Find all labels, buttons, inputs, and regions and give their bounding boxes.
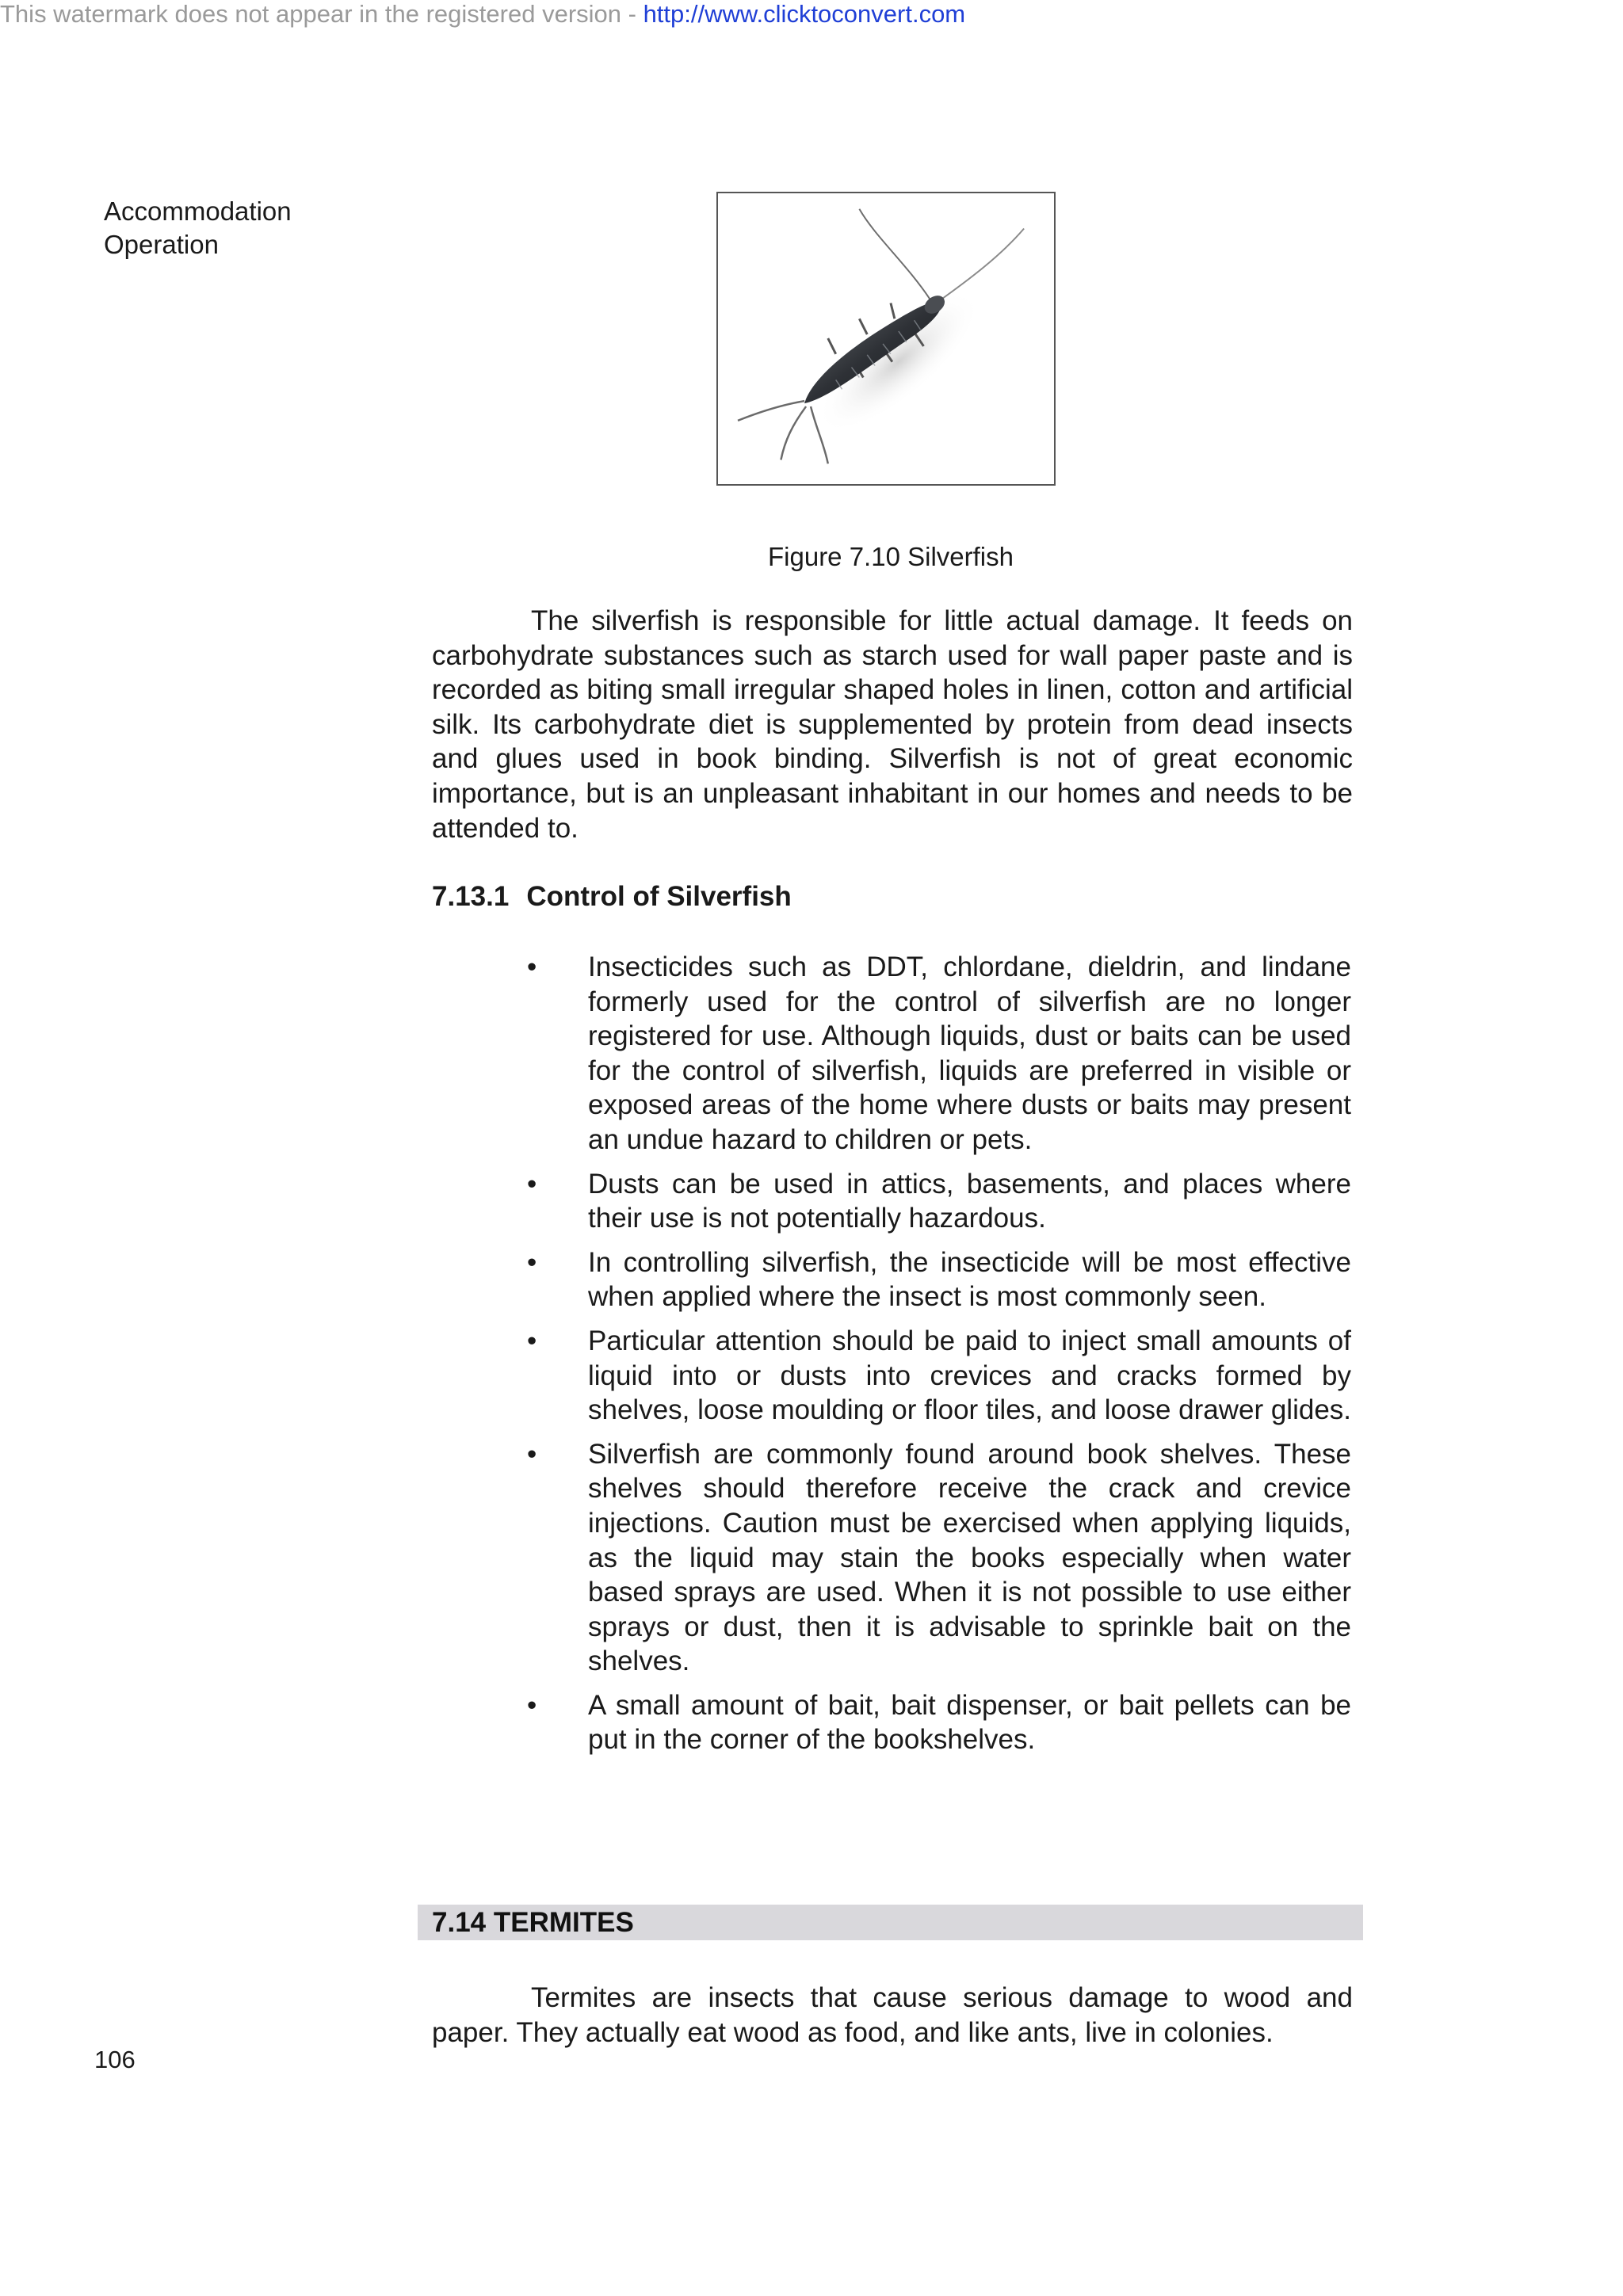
running-header <box>104 195 292 261</box>
subsection-number: 7.13.1 <box>432 881 510 912</box>
watermark-notice <box>0 0 965 29</box>
bullet-marker: • <box>527 1168 537 1199</box>
list-item <box>527 1245 1351 1314</box>
list-item <box>527 1167 1351 1236</box>
bullet-marker: • <box>527 952 537 982</box>
figure-caption: Figure 7.10 Silverfish <box>768 542 1014 571</box>
list-item <box>527 1688 1351 1757</box>
termites-paragraph: Termites are insects that cause serious damage to wood and paper. They actually eat wood as food, and like ants, live in colonies. <box>432 1982 1353 2048</box>
list-item-text: A small amount of bait, bait dispenser, or bait pellets can be put in the corner of the bookshelves. <box>588 1689 1351 1756</box>
control-bullet-list <box>527 950 1351 1767</box>
watermark-link[interactable]: http://www.clicktoconvert.com <box>643 0 966 28</box>
list-item-text: Dusts can be used in attics, basements, and places where their use is not potentially hazardous. <box>588 1168 1351 1234</box>
bullet-marker: • <box>527 1438 537 1470</box>
list-item-text: In controlling silverfish, the insecticide will be most effective when applied where the insect is most commonly seen. <box>588 1246 1351 1313</box>
list-item <box>527 1324 1351 1428</box>
silverfish-figure <box>716 192 1056 486</box>
list-item <box>527 1437 1351 1679</box>
section-title: 7.14 TERMITES <box>432 1907 634 1938</box>
silverfish-illustration <box>718 193 1054 484</box>
page-number: 106 <box>94 2046 136 2073</box>
watermark-text: This watermark does not appear in the registered version - <box>0 0 643 28</box>
bullet-marker: • <box>527 1325 537 1356</box>
subsection-title: Control of Silverfish <box>526 881 792 912</box>
section-heading-bar <box>418 1905 1363 1940</box>
list-item <box>527 950 1351 1158</box>
subsection-heading <box>432 879 792 914</box>
bullet-marker: • <box>527 1689 537 1721</box>
bullet-marker: • <box>527 1246 537 1278</box>
running-header-line2: Operation <box>104 230 219 259</box>
running-header-line1: Accommodation <box>104 196 292 226</box>
list-item-text: Silverfish are commonly found around book shelves. These shelves should therefore receive the crack and crevice injections. Caution must be exercised when applying liquids, as the liquid may stain the books especially when water based sprays are used. When it is not possible to use either sprays or dust, then it is advisable to sprinkle bait on the shelves. <box>588 1438 1351 1677</box>
intro-paragraph: The silverfish is responsible for little actual damage. It feeds on carbohydrate substances such as starch used for wall paper paste and is recorded as biting small irregular shaped holes in linen, cotton and artificial silk. Its carbohydrate diet is supplemented by protein from dead insects and glues used in book binding. Silverfish is not of great economic importance, but is an unpleasant inhabitant in our homes and needs to be attended to. <box>432 605 1353 844</box>
list-item-text: Insecticides such as DDT, chlordane, dieldrin, and lindane formerly used for the control of silverfish are no longer registered for use. Although liquids, dust or baits can be used for the control of silverfish, liquids are preferred in visible or exposed areas of the home where dusts or baits may present an undue hazard to children or pets. <box>588 952 1351 1155</box>
list-item-text: Particular attention should be paid to inject small amounts of liquid into or dusts into crevices and cracks formed by shelves, loose moulding or floor tiles, and loose drawer glides. <box>588 1325 1352 1426</box>
